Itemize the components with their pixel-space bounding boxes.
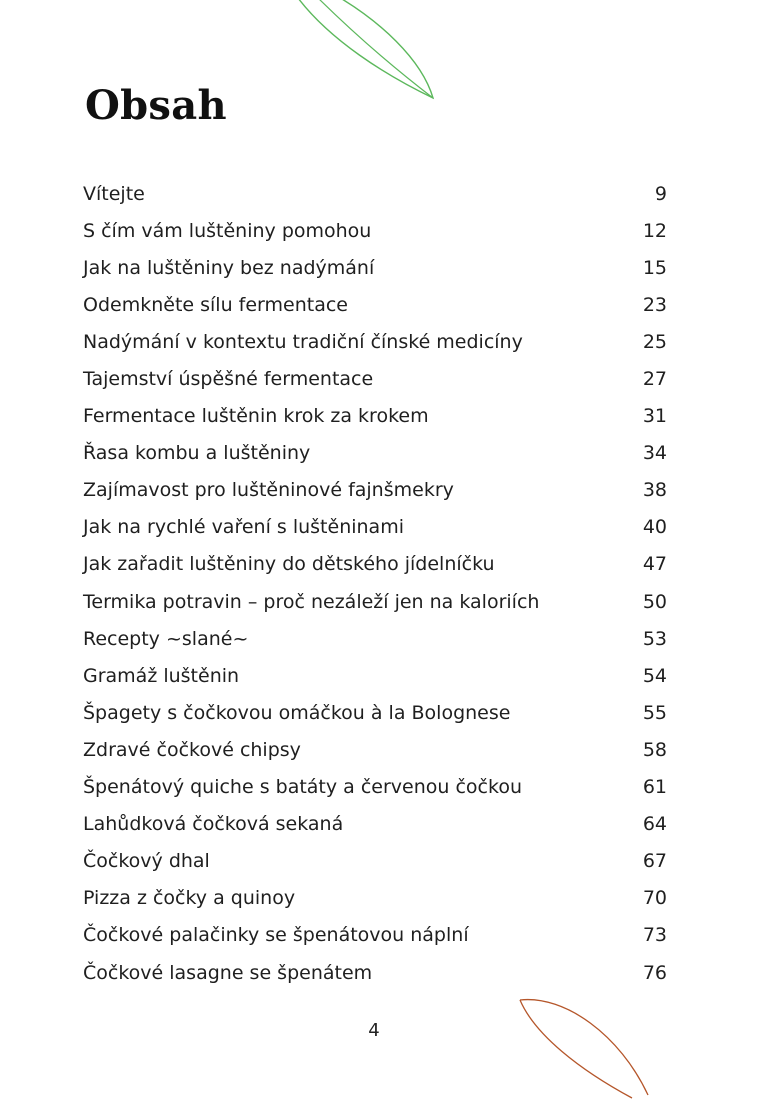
toc-entry-page: 12 [642,219,667,242]
toc-entry-page: 53 [642,627,667,650]
toc-entry-title: Lahůdková čočková sekaná [83,813,344,836]
toc-entry[interactable] [83,212,667,249]
toc-entry-page: 58 [642,738,667,761]
toc-entry-title: Řasa kombu a luštěniny [83,442,311,465]
toc-entry[interactable] [83,806,667,843]
toc-entry-page: 34 [642,442,667,465]
toc-entry[interactable] [83,843,667,880]
toc-entry[interactable] [83,620,667,657]
toc-entry[interactable] [83,880,667,917]
toc-entry[interactable] [83,657,667,694]
toc-entry[interactable] [83,286,667,323]
toc-entry-title: Zdravé čočkové chipsy [83,738,301,761]
toc-entry[interactable] [83,954,667,991]
toc-entry-page: 61 [642,776,667,799]
toc-entry-title: Čočkové palačinky se špenátovou náplní [83,924,469,947]
toc-entry[interactable] [83,731,667,768]
toc-entry-page: 38 [642,479,667,502]
toc-entry-title: Odemkněte sílu fermentace [83,293,348,316]
toc-entry-title: Špenátový quiche s batáty a červenou čočkou [83,776,522,799]
toc-entry-page: 31 [642,405,667,428]
toc-entry-page: 27 [642,368,667,391]
toc-entry-page: 55 [642,701,667,724]
toc-entry-title: Termika potravin – proč nezáleží jen na kaloriích [83,590,540,613]
toc-entry[interactable] [83,472,667,509]
toc-entry-title: S čím vám luštěniny pomohou [83,219,372,242]
toc-entry-page: 54 [642,664,667,687]
toc-entry-page: 73 [642,924,667,947]
toc-entry-title: Jak na luštěniny bez nadýmání [83,256,375,279]
toc-entry-title: Pizza z čočky a quinoy [83,887,296,910]
toc-entry-title: Recepty ~slané~ [83,627,249,650]
page-number: 4 [368,1020,380,1041]
toc-entry-title: Fermentace luštěnin krok za krokem [83,405,429,428]
toc-entry-title: Zajímavost pro luštěninové fajnšmekry [83,479,454,502]
toc-entry[interactable] [83,175,667,212]
toc-entry-page: 50 [642,590,667,613]
toc-entry-title: Nadýmání v kontextu tradiční čínské medicíny [83,330,523,353]
toc-entry-page: 67 [642,850,667,873]
toc-entry[interactable] [83,249,667,286]
toc-entry-page: 64 [642,813,667,836]
toc-entry-page: 70 [642,887,667,910]
toc-entry-title: Čočkový dhal [83,850,210,873]
toc-entry[interactable] [83,435,667,472]
toc-entry-title: Čočkové lasagne se špenátem [83,961,373,984]
leaf-bottom-icon [510,990,670,1100]
toc-entry-page: 47 [642,553,667,576]
toc-entry[interactable] [83,323,667,360]
toc-entry[interactable] [83,917,667,954]
toc-entry-title: Špagety s čočkovou omáčkou à la Bolognese [83,701,511,724]
toc-entry-page: 76 [642,961,667,984]
toc-entry[interactable] [83,583,667,620]
toc-entry-page: 15 [642,256,667,279]
toc-entry-page: 23 [642,293,667,316]
toc-entry[interactable] [83,694,667,731]
table-of-contents [83,175,667,991]
toc-entry-page: 40 [642,516,667,539]
toc-entry-page: 25 [642,330,667,353]
page-title: Obsah [85,82,227,129]
toc-entry-title: Jak zařadit luštěniny do dětského jídelníčku [83,553,495,576]
toc-entry[interactable] [83,509,667,546]
toc-entry-page: 9 [654,182,667,205]
leaf-top-icon [290,0,450,110]
toc-entry[interactable] [83,398,667,435]
toc-entry-title: Vítejte [83,182,145,205]
toc-entry[interactable] [83,546,667,583]
toc-entry-title: Tajemství úspěšné fermentace [83,368,374,391]
toc-entry[interactable] [83,360,667,397]
toc-entry-title: Jak na rychlé vaření s luštěninami [83,516,404,539]
toc-entry[interactable] [83,769,667,806]
toc-entry-title: Gramáž luštěnin [83,664,240,687]
